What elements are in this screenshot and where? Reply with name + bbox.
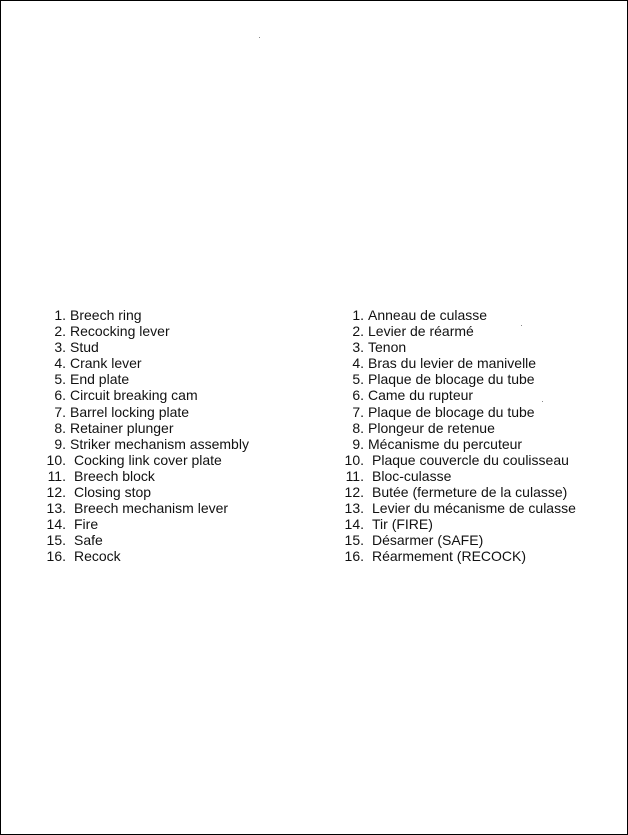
- legend-number: 5.: [54, 371, 66, 388]
- legend-item: [38, 355, 298, 371]
- legend-number: 8.: [54, 419, 66, 436]
- legend-number: 4.: [54, 355, 66, 372]
- legend-item: [336, 436, 621, 452]
- legend-number: 6.: [352, 387, 364, 404]
- legend-number: 10.: [46, 451, 66, 468]
- french-legend-list: [336, 307, 621, 565]
- legend-label: Tir (FIRE): [372, 516, 433, 533]
- legend-label: Barrel locking plate: [70, 403, 190, 420]
- legend-item: [336, 307, 621, 323]
- legend-item: [336, 516, 621, 532]
- legend-item: [38, 516, 298, 532]
- legend-label: Crank lever: [70, 355, 142, 372]
- legend-item: [38, 452, 298, 468]
- legend-item: [336, 371, 621, 387]
- legend-number: 12.: [344, 484, 364, 501]
- legend-number: 13.: [344, 500, 364, 517]
- legend-label: Fire: [74, 516, 99, 533]
- legend-item: [336, 387, 621, 403]
- legend-number: 8.: [352, 419, 364, 436]
- legend-number: 15.: [344, 532, 364, 549]
- legend-label: Retainer plunger: [70, 419, 174, 436]
- legend-label: Striker mechanism assembly: [70, 435, 249, 452]
- legend-label: End plate: [70, 371, 130, 388]
- legend-label: Plaque de blocage du tube: [368, 403, 535, 420]
- legend-label: Circuit breaking cam: [70, 387, 198, 404]
- legend-number: 10.: [344, 451, 364, 468]
- legend-item: [38, 532, 298, 548]
- legend-label: Levier du mécanisme de culasse: [372, 500, 576, 517]
- legend-item: [336, 468, 621, 484]
- legend-number: 2.: [54, 323, 66, 340]
- legend-label: Butée (fermeture de la culasse): [372, 484, 568, 501]
- legend-number: 13.: [46, 500, 66, 517]
- legend-label: Anneau de culasse: [368, 307, 488, 323]
- english-legend-list: [38, 307, 298, 565]
- legend-item: [38, 404, 298, 420]
- legend-label: Bloc-culasse: [372, 467, 452, 484]
- legend-number: 12.: [46, 484, 66, 501]
- legend-item: [38, 387, 298, 403]
- legend-item: [336, 532, 621, 548]
- legend-label: Levier de réarmé: [368, 323, 474, 340]
- legend-number: 15.: [46, 532, 66, 549]
- legend-item: [336, 404, 621, 420]
- legend-number: 4.: [352, 355, 364, 372]
- legend-number: 3.: [54, 339, 66, 356]
- legend-number: 3.: [352, 339, 364, 356]
- legend-label: Safe: [74, 532, 103, 549]
- legend-label: Closing stop: [74, 484, 152, 501]
- legend-item: [38, 548, 298, 564]
- legend-label: Réarmement (RECOCK): [372, 548, 527, 565]
- legend-item: [336, 500, 621, 516]
- legend-label: Plaque couvercle du coulisseau: [372, 451, 569, 468]
- legend-item: [38, 468, 298, 484]
- legend-item: [336, 548, 621, 564]
- legend-number: 9.: [352, 435, 364, 452]
- legend-item: [38, 307, 298, 323]
- legend-number: 11.: [345, 467, 364, 484]
- legend-label: Breech ring: [70, 307, 142, 323]
- legend-label: Désarmer (SAFE): [372, 532, 484, 549]
- legend-item: [38, 484, 298, 500]
- legend-number: 2.: [352, 323, 364, 340]
- legend-number: 5.: [352, 371, 364, 388]
- legend-label: Stud: [70, 339, 99, 356]
- legend-number: 1.: [54, 307, 66, 323]
- legend-label: Mécanisme du percuteur: [368, 435, 523, 452]
- legend-label: Plongeur de retenue: [368, 419, 495, 436]
- legend-item: [336, 420, 621, 436]
- legend-label: Tenon: [368, 339, 407, 356]
- legend-item: [38, 436, 298, 452]
- legend-number: 7.: [352, 403, 364, 420]
- legend-item: [38, 371, 298, 387]
- legend-label: Plaque de blocage du tube: [368, 371, 535, 388]
- legend-label: Came du rupteur: [368, 387, 474, 404]
- legend-number: 11.: [47, 467, 66, 484]
- legend-number: 7.: [54, 403, 66, 420]
- legend-item: [336, 339, 621, 355]
- legend-number: 14.: [344, 516, 364, 533]
- legend-number: 1.: [352, 307, 364, 323]
- legend-label: Bras du levier de manivelle: [368, 355, 537, 372]
- legend-item: [336, 323, 621, 339]
- legend-number: 16.: [344, 548, 364, 565]
- legend-label: Breech block: [74, 467, 155, 484]
- legend-label: Cocking link cover plate: [74, 451, 222, 468]
- legend-label: Recock: [74, 548, 121, 565]
- scan-speck: [259, 37, 260, 38]
- legend-item: [38, 500, 298, 516]
- legend-label: Breech mechanism lever: [74, 500, 229, 517]
- legend-item: [336, 355, 621, 371]
- legend-number: 14.: [46, 516, 66, 533]
- legend-number: 6.: [54, 387, 66, 404]
- legend-item: [336, 484, 621, 500]
- legend-number: 9.: [54, 435, 66, 452]
- legend-label: Recocking lever: [70, 323, 170, 340]
- legend-item: [38, 323, 298, 339]
- legend-item: [38, 420, 298, 436]
- legend-item: [336, 452, 621, 468]
- legend-number: 16.: [46, 548, 66, 565]
- legend-item: [38, 339, 298, 355]
